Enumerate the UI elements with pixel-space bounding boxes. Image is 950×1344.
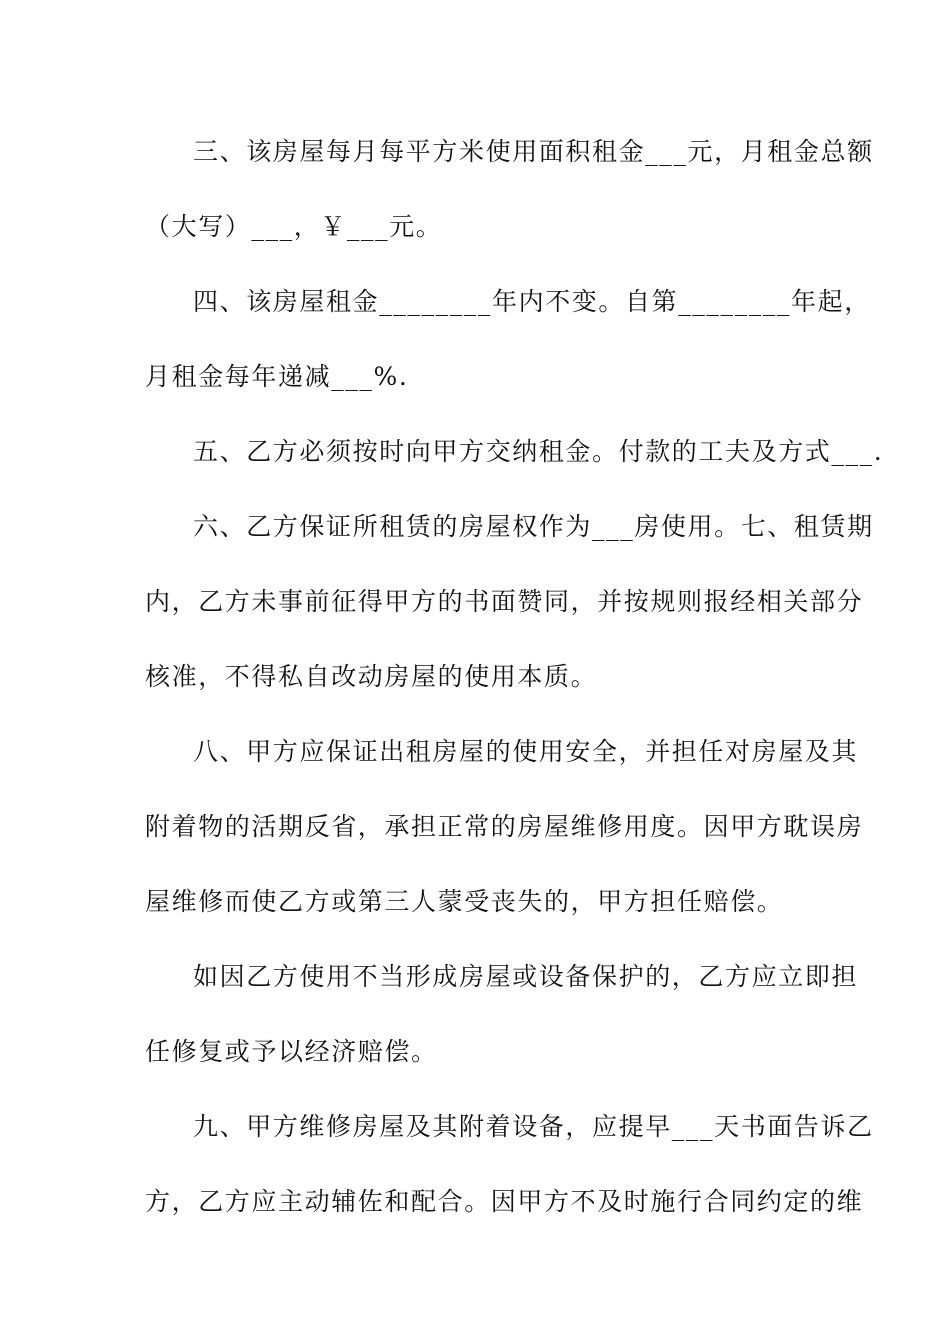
clause-4-line-2: 月租金每年递减___%. bbox=[145, 362, 409, 391]
clause-9-line-1: 九、甲方维修房屋及其附着设备，应提早___天书面告诉乙 bbox=[193, 1112, 874, 1141]
damage-paragraph-line-2: 任修复或予以经济赔偿。 bbox=[145, 1037, 438, 1066]
damage-paragraph-line-1: 如因乙方使用不当形成房屋或设备保护的，乙方应立即担 bbox=[193, 962, 859, 991]
clause-5-line-1: 五、乙方必须按时向甲方交纳租金。付款的工夫及方式___. bbox=[193, 437, 884, 466]
clause-8-line-3: 屋维修而使乙方或第三人蒙受丧失的，甲方担任赔偿。 bbox=[145, 887, 784, 916]
clause-8-line-2: 附着物的活期反省，承担正常的房屋维修用度。因甲方耽误房 bbox=[145, 812, 864, 841]
clause-3-line-1: 三、该房屋每月每平方米使用面积租金___元，月租金总额 bbox=[193, 137, 874, 166]
clause-7-line-3: 核准，不得私自改动房屋的使用本质。 bbox=[145, 662, 598, 691]
clause-7-line-2: 内，乙方未事前征得甲方的书面赞同，并按规则报经相关部分 bbox=[145, 587, 864, 616]
clause-3-line-2: （大写）___，￥___元。 bbox=[145, 212, 443, 241]
clause-9-line-2: 方，乙方应主动辅佐和配合。因甲方不及时施行合同约定的维 bbox=[145, 1187, 864, 1216]
clause-6-7-line-1: 六、乙方保证所租赁的房屋权作为___房使用。七、租赁期 bbox=[193, 512, 874, 541]
clause-8-line-1: 八、甲方应保证出租房屋的使用安全，并担任对房屋及其 bbox=[193, 737, 859, 766]
clause-4-line-1: 四、该房屋租金________年内不变。自第________年起， bbox=[193, 287, 871, 316]
